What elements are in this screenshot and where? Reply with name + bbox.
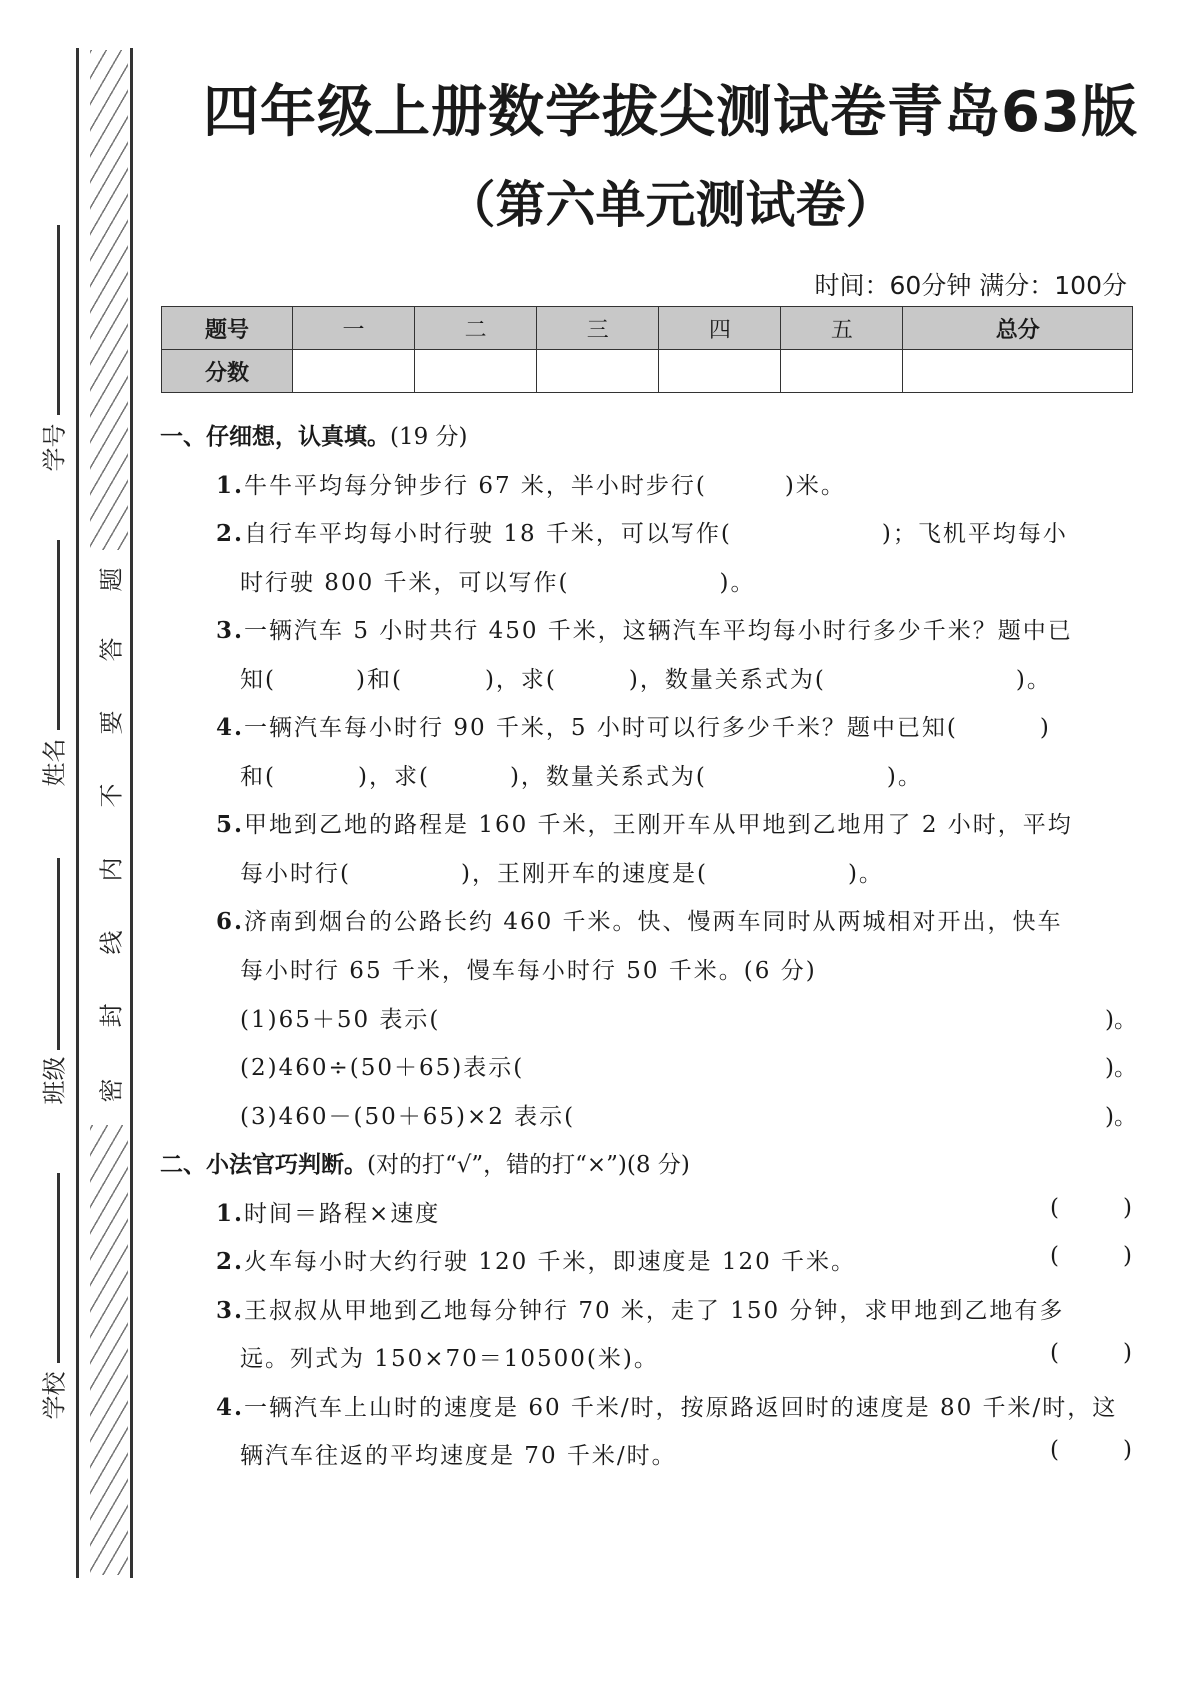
header-cell: 二 bbox=[415, 307, 537, 350]
answer-blank-close[interactable]: )。 bbox=[1105, 1007, 1137, 1033]
header-cell: 四 bbox=[659, 307, 781, 350]
page-subtitle: （第六单元测试卷） bbox=[445, 176, 896, 234]
header-cell: 一 bbox=[293, 307, 415, 350]
exam-meta: 时间：60分钟 满分：100分 bbox=[814, 271, 1127, 300]
question-1-3-line2 bbox=[240, 661, 1052, 694]
question-text: )，求( bbox=[357, 764, 430, 790]
question-text: )；飞机平均每小 bbox=[881, 521, 1068, 547]
question-text: 自行车平均每小时行驶 18 千米，可以写作( bbox=[244, 521, 732, 547]
hatch-top bbox=[90, 50, 128, 550]
score-cell[interactable] bbox=[415, 350, 537, 393]
seal-char: 封 bbox=[97, 1003, 126, 1028]
question-number: 4. bbox=[216, 1394, 245, 1421]
question-text: 济南到烟台的公路长约 460 千米。快、慢两车同时从两城相对开出，快车 bbox=[244, 909, 1063, 935]
question-text: )。 bbox=[719, 570, 756, 596]
question-text: 牛牛平均每分钟步行 67 米，半小时步行( bbox=[244, 473, 707, 499]
seal-char: 内 bbox=[97, 857, 126, 882]
question-text: 时行驶 800 千米，可以写作( bbox=[240, 570, 570, 596]
question-text: )，数量关系式为( bbox=[509, 764, 707, 790]
question-2-1 bbox=[216, 1195, 1136, 1228]
question-number: 6. bbox=[216, 908, 245, 935]
question-text: 远。列式为 150×70＝10500(米)。 bbox=[240, 1346, 659, 1372]
paren-close: ) bbox=[1123, 1195, 1132, 1221]
score-table bbox=[161, 306, 1133, 393]
judgement-box[interactable] bbox=[1050, 1195, 1132, 1221]
paren-open: ( bbox=[1050, 1243, 1059, 1269]
question-text: 辆汽车往返的平均速度是 70 千米/时。 bbox=[240, 1443, 677, 1469]
paren-open: ( bbox=[1050, 1437, 1059, 1463]
question-text: )，求( bbox=[484, 667, 557, 693]
margin-inner-line bbox=[130, 48, 133, 1578]
header-cell: 五 bbox=[781, 307, 903, 350]
header-cell: 三 bbox=[537, 307, 659, 350]
section-2-instruction: (对的打“√”，错的打“×”)(8 分) bbox=[367, 1152, 690, 1178]
paren-close: ) bbox=[1123, 1437, 1132, 1463]
question-1-3 bbox=[216, 612, 1136, 645]
score-cell[interactable] bbox=[659, 350, 781, 393]
page-title: 四年级上册数学拔尖测试卷青岛63版 bbox=[203, 80, 1138, 145]
question-number: 5. bbox=[216, 811, 245, 838]
question-text: 知( bbox=[240, 667, 276, 693]
question-1-6-sub2 bbox=[240, 1049, 524, 1082]
question-1-2-line2 bbox=[240, 564, 755, 597]
paren-open: ( bbox=[1050, 1195, 1059, 1221]
question-text: (2)460÷(50＋65)表示( bbox=[240, 1055, 525, 1081]
paren-close: ) bbox=[1123, 1340, 1132, 1366]
score-cell[interactable] bbox=[903, 350, 1133, 393]
name-label: 姓名 bbox=[40, 738, 69, 787]
seal-char: 不 bbox=[97, 783, 126, 808]
question-number: 2. bbox=[216, 1248, 245, 1275]
question-number: 1. bbox=[216, 472, 245, 499]
score-row-label: 分数 bbox=[162, 350, 293, 393]
question-text: 时间＝路程×速度 bbox=[244, 1201, 441, 1227]
student-id-label: 学号 bbox=[40, 423, 69, 472]
seal-char: 答 bbox=[97, 637, 126, 662]
section-1-heading bbox=[160, 418, 468, 451]
question-text: (1)65＋50 表示( bbox=[240, 1007, 441, 1033]
question-number: 3. bbox=[216, 617, 245, 644]
judgement-box[interactable] bbox=[1050, 1340, 1132, 1366]
question-text: )。 bbox=[886, 764, 923, 790]
question-number: 2. bbox=[216, 520, 245, 547]
question-1-5-line2 bbox=[240, 855, 884, 888]
name-line[interactable] bbox=[57, 540, 60, 730]
question-text: 火车每小时大约行驶 120 千米，即速度是 120 千米。 bbox=[244, 1249, 857, 1275]
student-id-line[interactable] bbox=[57, 225, 60, 415]
question-1-6-sub3 bbox=[240, 1098, 575, 1131]
question-text: 甲地到乙地的路程是 160 千米，王刚开车从甲地到乙地用了 2 小时，平均 bbox=[244, 812, 1073, 838]
question-text: 一辆汽车上山时的速度是 60 千米/时，按原路返回时的速度是 80 千米/时，这 bbox=[244, 1395, 1118, 1421]
question-1-5 bbox=[216, 806, 1136, 839]
question-1-1 bbox=[216, 467, 1136, 500]
score-cell[interactable] bbox=[293, 350, 415, 393]
score-cell[interactable] bbox=[537, 350, 659, 393]
section-1-title: 一、仔细想，认真填。 bbox=[160, 424, 390, 450]
question-text: 王叔叔从甲地到乙地每分钟行 70 米，走了 150 分钟，求甲地到乙地有多 bbox=[244, 1298, 1065, 1324]
question-2-4-line2 bbox=[240, 1437, 677, 1470]
seal-char: 要 bbox=[97, 710, 126, 735]
class-label: 班级 bbox=[40, 1056, 69, 1105]
question-text: 和( bbox=[240, 764, 276, 790]
section-2-heading bbox=[160, 1146, 690, 1179]
answer-blank-close[interactable]: )。 bbox=[1105, 1055, 1137, 1081]
header-cell: 题号 bbox=[162, 307, 293, 350]
question-text: )。 bbox=[1015, 667, 1052, 693]
class-line[interactable] bbox=[57, 858, 60, 1050]
question-1-6-line2 bbox=[240, 952, 817, 985]
hatch-bottom bbox=[90, 1125, 128, 1575]
question-number: 3. bbox=[216, 1297, 245, 1324]
question-2-3-line2 bbox=[240, 1340, 659, 1373]
question-1-6 bbox=[216, 903, 1136, 936]
question-2-4 bbox=[216, 1389, 1136, 1422]
question-text: )，数量关系式为( bbox=[628, 667, 826, 693]
answer-blank-close[interactable]: )。 bbox=[1105, 1104, 1137, 1130]
question-1-4-line2 bbox=[240, 758, 923, 791]
question-text: 每小时行 65 千米，慢车每小时行 50 千米。(6 分) bbox=[240, 958, 817, 984]
binding-margin bbox=[0, 0, 150, 1684]
judgement-box[interactable] bbox=[1050, 1437, 1132, 1463]
question-1-4 bbox=[216, 709, 1136, 742]
question-1-6-sub1 bbox=[240, 1001, 440, 1034]
judgement-box[interactable] bbox=[1050, 1243, 1132, 1269]
school-label: 学校 bbox=[40, 1371, 69, 1420]
section-1-points: (19 分) bbox=[390, 424, 468, 450]
seal-char: 线 bbox=[97, 930, 126, 955]
question-1-2 bbox=[216, 515, 1136, 548]
paren-open: ( bbox=[1050, 1340, 1059, 1366]
score-table-header-row bbox=[162, 307, 1133, 350]
paren-close: ) bbox=[1123, 1243, 1132, 1269]
question-2-2 bbox=[216, 1243, 1136, 1276]
seal-char: 题 bbox=[97, 567, 126, 592]
score-table-score-row bbox=[162, 350, 1133, 393]
question-2-3 bbox=[216, 1292, 1136, 1325]
question-text: ) bbox=[1039, 715, 1051, 741]
header-cell: 总分 bbox=[903, 307, 1133, 350]
question-text: 一辆汽车每小时行 90 千米，5 小时可以行多少千米？题中已知( bbox=[244, 715, 958, 741]
question-number: 1. bbox=[216, 1200, 245, 1227]
school-line[interactable] bbox=[57, 1173, 60, 1363]
question-text: (3)460－(50＋65)×2 表示( bbox=[240, 1104, 576, 1130]
score-cell[interactable] bbox=[781, 350, 903, 393]
seal-char: 密 bbox=[97, 1078, 126, 1103]
margin-outer-line bbox=[76, 48, 79, 1578]
question-text: )。 bbox=[847, 861, 884, 887]
question-text: 每小时行( bbox=[240, 861, 351, 887]
section-2-title: 二、小法官巧判断。 bbox=[160, 1152, 367, 1178]
question-number: 4. bbox=[216, 714, 245, 741]
question-text: )米。 bbox=[784, 473, 846, 499]
question-text: )，王刚开车的速度是( bbox=[460, 861, 708, 887]
question-text: )和( bbox=[355, 667, 403, 693]
question-text: 一辆汽车 5 小时共行 450 千米，这辆汽车平均每小时行多少千米？题中已 bbox=[244, 618, 1073, 644]
